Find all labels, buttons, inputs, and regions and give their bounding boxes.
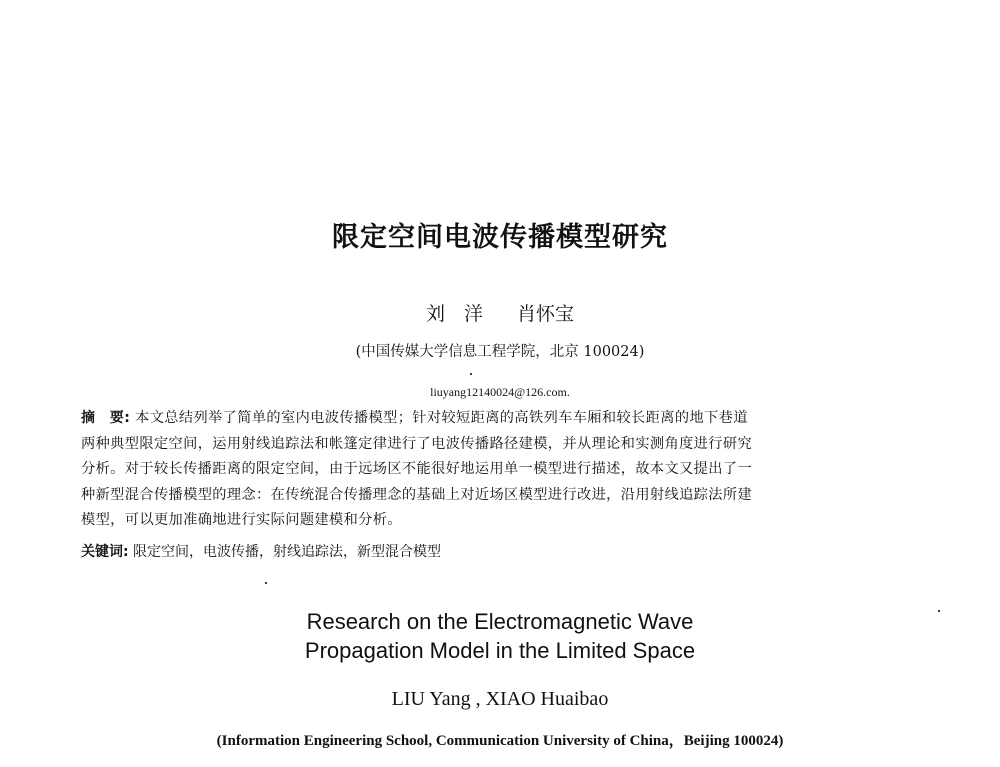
keywords-label: 关键词: xyxy=(81,544,129,560)
chinese-keywords xyxy=(81,541,441,561)
english-title-line-1: Research on the Electromagnetic Wave xyxy=(306,609,694,634)
chinese-abstract xyxy=(81,406,927,534)
abstract-line: 种新型混合传播模型的理念：在传统混合传播理念的基础上对近场区模型进行改进，沿用射线追踪法所建 xyxy=(81,486,753,503)
english-title-line-2: Propagation Model in the Limited Space xyxy=(304,638,696,663)
abstract-label: 摘 要: xyxy=(81,410,131,426)
english-authors: LIU Yang , XIAO Huaibao xyxy=(391,688,609,710)
author-1: 刘 洋 xyxy=(425,303,483,325)
scan-speck xyxy=(938,610,940,612)
chinese-title: 限定空间电波传播模型研究 xyxy=(332,222,668,253)
abstract-text: 本文总结列举了简单的室内电波传播模型；针对较短距离的高铁列车车厢和较长距离的地下巷道 xyxy=(130,410,748,426)
scan-speck xyxy=(470,373,472,375)
author-2: 肖怀宝 xyxy=(517,303,575,325)
chinese-affiliation: (中国传媒大学信息工程学院，北京 100024) xyxy=(355,344,645,360)
chinese-authors xyxy=(0,299,1000,326)
abstract-line xyxy=(81,406,927,432)
abstract-line: 模型，可以更加准确地进行实际问题建模和分析。 xyxy=(81,512,402,528)
abstract-line: 两种典型限定空间，运用射线追踪法和帐篷定律进行了电波传播路径建模，并从理论和实测角度进行研究 xyxy=(81,435,753,452)
author-email: liuyang12140024@126.com. xyxy=(430,385,570,399)
english-title xyxy=(0,607,1000,665)
english-affiliation: (Information Engineering School, Communication University of China，Beijing 100024) xyxy=(216,733,784,749)
keywords-text: 限定空间，电波传播，射线追踪法，新型混合模型 xyxy=(128,544,442,560)
scan-speck xyxy=(265,582,267,584)
abstract-line: 分析。对于较长传播距离的限定空间，由于远场区不能很好地运用单一模型进行描述，故本文又提出了一 xyxy=(81,461,753,477)
